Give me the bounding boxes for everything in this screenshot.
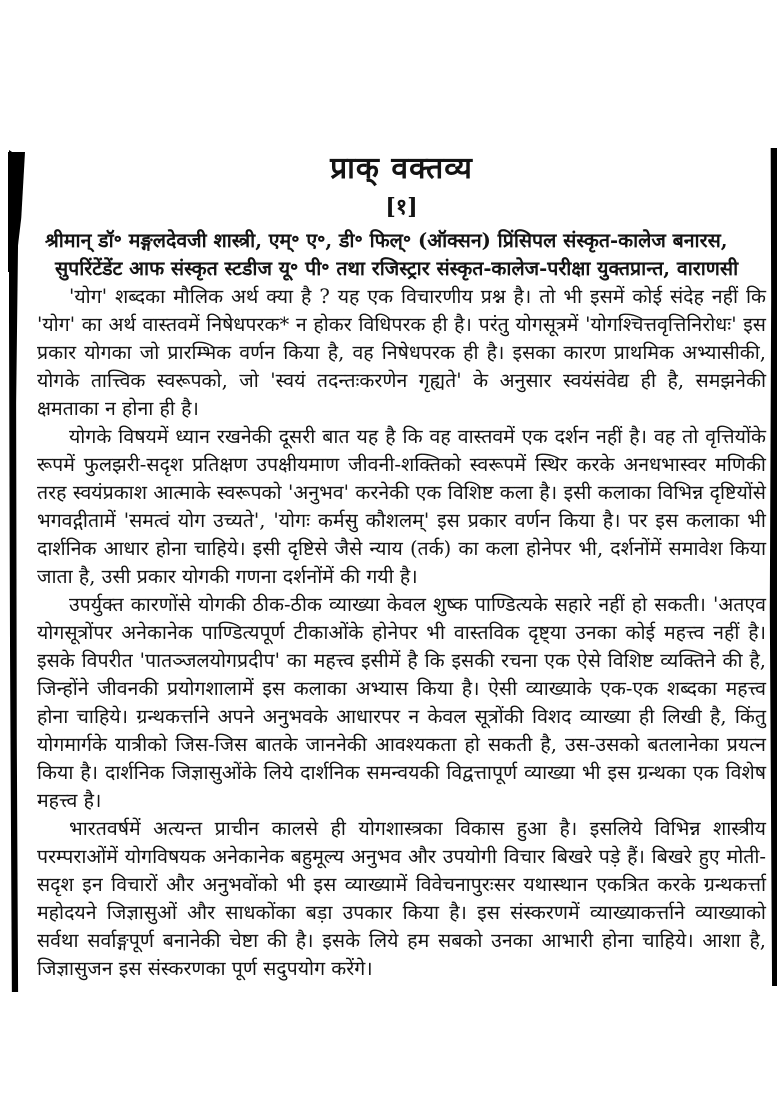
- page-title: प्राक् वक्तव्य: [330, 151, 473, 186]
- page-content: [37, 146, 766, 983]
- byline-line-2: सुपरिंटेंडेंट आफ संस्कृत स्टडीज यू॰ पी॰ तथा रजिस्ट्रार संस्कृत-कालेज-परीक्षा युक्तप्रान्त, वाराणसी: [55, 257, 739, 280]
- author-byline: [37, 227, 766, 283]
- paragraph-3: उपर्युक्त कारणोंसे योगकी ठीक-ठीक व्याख्या केवल शुष्क पाण्डित्यके सहारे नहीं हो सकती। 'अतएव योगसूत्रोंपर अनेकानेक पाण्डित्यपूर्ण टीकाओंके होनेपर भी वास्तविक दृष्ट्या उनका कोई महत्त्व नहीं है। इसके विपरीत 'पातञ्जलयोगप्रदीप' का महत्त्व इसीमें है कि इसकी रचना एक ऐसे विशिष्ट व्यक्तिने की है, जिन्होंने जीवनकी प्रयोगशालामें इस कलाका अभ्यास किया है। ऐसी व्याख्याके एक-एक शब्दका महत्त्व होना चाहिये। ग्रन्थकर्त्ताने अपने अनुभवके आधारपर न केवल सूत्रोंकी विशद व्याख्या ही लिखी है, किंतु योगमार्गके यात्रीको जिस-जिस बातके जाननेकी आवश्यकता हो सकती है, उस-उसको बतलानेका प्रयत्न किया है। दार्शनिक जिज्ञासुओंके लिये दार्शनिक समन्वयकी विद्वत्तापूर्ण व्याख्या भी इस ग्रन्थका एक विशेष महत्त्व है।: [37, 593, 766, 812]
- scan-edge-left-artifact: [9, 150, 22, 992]
- scan-edge-right-artifact: [768, 148, 777, 986]
- byline-line-1: श्रीमान् डॉ॰ मङ्गलदेवजी शास्त्री, एम्॰ ए॰, डी॰ फिल्॰ (ऑक्सन) प्रिंसिपल संस्कृत-कालेज बनारस,: [45, 229, 728, 252]
- scan-edge-left-blob-artifact: [8, 152, 25, 272]
- paragraph-1: 'योग' शब्दका मौलिक अर्थ क्या है ? यह एक विचारणीय प्रश्न है। तो भी इसमें कोई संदेह नहीं कि 'योग' का अर्थ वास्तवमें निषेधपरक* न होकर विधिपरक ही है। परंतु योगसूत्रमें 'योगश्चित्तवृत्तिनिरोधः' इस प्रकार योगका जो प्रारम्भिक वर्णन किया है, वह निषेधपरक ही है। इसका कारण प्राथमिक अभ्यासीकी, योगके तात्त्विक स्वरूपको, जो 'स्वयं तदन्तःकरणेन गृह्यते' के अनुसार स्वयंसंवेद्य ही है, समझनेकी क्षमताका न होना ही है।: [37, 285, 766, 420]
- paragraph-4: भारतवर्षमें अत्यन्त प्राचीन कालसे ही योगशास्त्रका विकास हुआ है। इसलिये विभिन्न शास्त्रीय परम्पराओंमें योगविषयक अनेकानेक बहुमूल्य अनुभव और उपयोगी विचार बिखरे पड़े हैं। बिखरे हुए मोती-सदृश इन विचारों और अनुभवोंको भी इस व्याख्यामें विवेचनापुरःसर यथास्थान एकत्रित करके ग्रन्थकर्त्ता महोदयने जिज्ञासुओं और साधकोंका बड़ा उपकार किया है। इस संस्करणमें व्याख्याकर्त्ताने व्याख्याको सर्वथा सर्वाङ्गपूर्ण बनानेकी चेष्टा की है। इसके लिये हम सबको उनका आभारी होना चाहिये। आशा है, जिज्ञासुजन इस संस्करणका पूर्ण सदुपयोग करेंगे।: [37, 817, 766, 980]
- section-number: [१]: [385, 194, 418, 220]
- body-text: [37, 283, 766, 983]
- paragraph-2: योगके विषयमें ध्यान रखनेकी दूसरी बात यह है कि वह वास्तवमें एक दर्शन नहीं है। वह तो वृत्तियोंके रूपमें फुलझरी-सदृश प्रतिक्षण उपक्षीयमाण जीवनी-शक्तिको स्वरूपमें स्थिर करके अनधभास्वर मणिकी तरह स्वयंप्रकाश आत्माके स्वरूपको 'अनुभव' करनेकी एक विशिष्ट कला है। इसी कलाका विभिन्न दृष्टियोंसे भगवद्गीतामें 'समत्वं योग उच्यते', 'योगः कर्मसु कौशलम्' इस प्रकार वर्णन किया है। पर इस कलाका भी दार्शनिक आधार होना चाहिये। इसी दृष्टिसे जैसे न्याय (तर्क) का कला होनेपर भी, दर्शनोंमें समावेश किया जाता है, उसी प्रकार योगकी गणना दर्शनोंमें की गयी है।: [37, 425, 766, 588]
